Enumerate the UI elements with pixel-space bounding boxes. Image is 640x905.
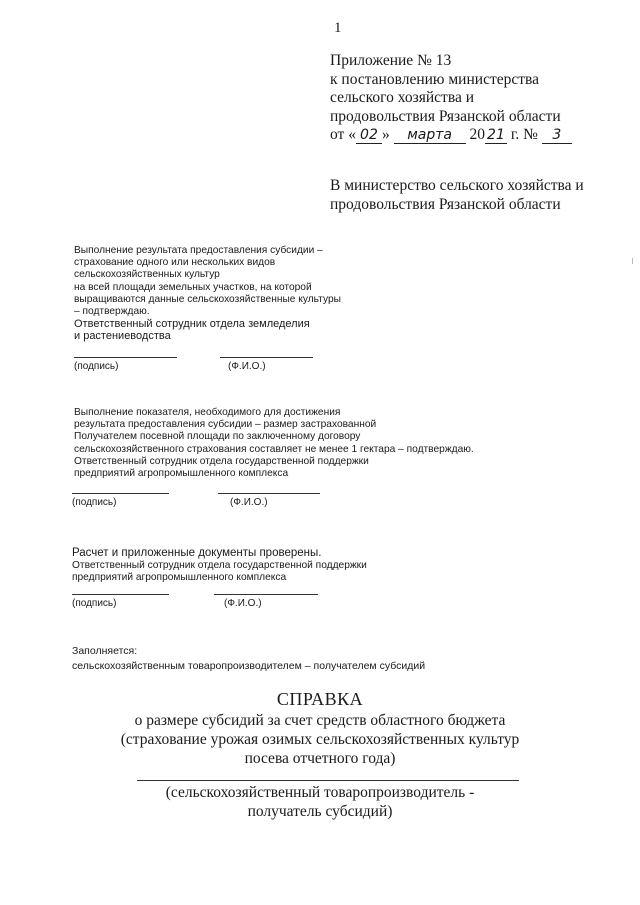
addressee-line: продовольствия Рязанской области (330, 196, 561, 213)
appendix-line: к постановлению министерства (330, 70, 540, 88)
signature-line-2 (72, 493, 169, 494)
year-prefix: 20 (469, 126, 485, 143)
block1-responsible: Ответственный сотрудник отдела земледелия (74, 318, 310, 331)
document-subtitle: (страхование урожая озимых сельскохозяйственных культур (120, 731, 520, 748)
block2-line: результата предоставления субсидии – размер застрахованной (74, 419, 377, 431)
fio-label-1: (Ф.И.О.) (228, 361, 266, 372)
block1-line: на всей площади земельных участков, на которой (74, 281, 312, 293)
appendix-line: сельского хозяйства и (330, 89, 474, 106)
addressee (330, 176, 630, 214)
block2-line: сельскохозяйственного страхования составляет не менее 1 гектара – подтверждаю. (74, 443, 474, 455)
appendix-title: Приложение № 13 (330, 52, 452, 69)
document-title: СПРАВКА (276, 689, 364, 709)
recipient-name-line (137, 780, 519, 781)
confirmation-block-1 (74, 245, 341, 343)
block1-line: выращиваются данные сельскохозяйственные культуры (74, 293, 341, 305)
block2-line: предприятий агропромышленного комплекса (74, 468, 289, 480)
fio-line-2 (218, 493, 320, 494)
filled-by-party: сельскохозяйственным товаропроизводителем – получателем субсидий (72, 660, 426, 672)
date-quote: » (381, 126, 390, 143)
block2-line: Получателем посевной площади по заключенному договору (74, 431, 361, 443)
fio-line-3 (214, 594, 318, 595)
fio-label-3: (Ф.И.О.) (224, 598, 262, 609)
document-subtitle: о размере субсидий за счет средств областного бюджета (134, 712, 506, 729)
signature-label-1: (подпись) (74, 361, 119, 372)
block3-line: Ответственный сотрудник отдела государственной поддержки (72, 560, 367, 571)
block1-responsible: и растениеводства (74, 330, 171, 343)
signature-label-3: (подпись) (72, 598, 117, 609)
fio-line-1 (220, 357, 313, 358)
block3-line: предприятий агропромышленного комплекса (72, 572, 287, 584)
appendix-date-line (330, 126, 630, 145)
block1-line: – подтверждаю. (74, 306, 150, 318)
addressee-line: В министерство сельского хозяйства и (330, 177, 584, 194)
block1-line: сельскохозяйственных культур (74, 269, 220, 281)
signature-line-1 (74, 357, 177, 358)
verification-block (72, 546, 367, 584)
confirmation-block-2 (74, 407, 474, 480)
signature-label-2: (подпись) (72, 497, 117, 508)
signature-line-3 (72, 594, 169, 595)
handwritten-month: марта (394, 128, 466, 144)
handwritten-number: 3 (542, 128, 572, 144)
handwritten-day: 02 (356, 128, 382, 144)
document-subtitle: посева отчетного года) (244, 750, 396, 767)
block2-line: Ответственный сотрудник отдела государственной поддержки (74, 455, 369, 467)
block1-line: Выполнение результата предоставления субсидии – (74, 245, 323, 256)
handwritten-year: 21 (485, 128, 507, 144)
recipient-caption: (сельскохозяйственный товаропроизводитель - (165, 784, 475, 801)
filled-by-note (72, 645, 425, 673)
date-prefix: от « (330, 126, 356, 143)
scan-mark (632, 258, 633, 264)
appendix-header (330, 52, 630, 145)
block2-line: Выполнение показателя, необходимого для достижения (74, 407, 341, 418)
fio-label-2: (Ф.И.О.) (230, 497, 268, 508)
block3-title: Расчет и приложенные документы проверены. (72, 547, 322, 559)
page-number: 1 (334, 20, 342, 36)
number-prefix: г. № (510, 126, 538, 143)
filled-by-label: Заполняется: (72, 645, 138, 657)
block1-line: страхование одного или нескольких видов (74, 257, 276, 269)
recipient-caption: получатель субсидий) (247, 803, 393, 820)
appendix-line: продовольствия Рязанской области (330, 107, 561, 125)
